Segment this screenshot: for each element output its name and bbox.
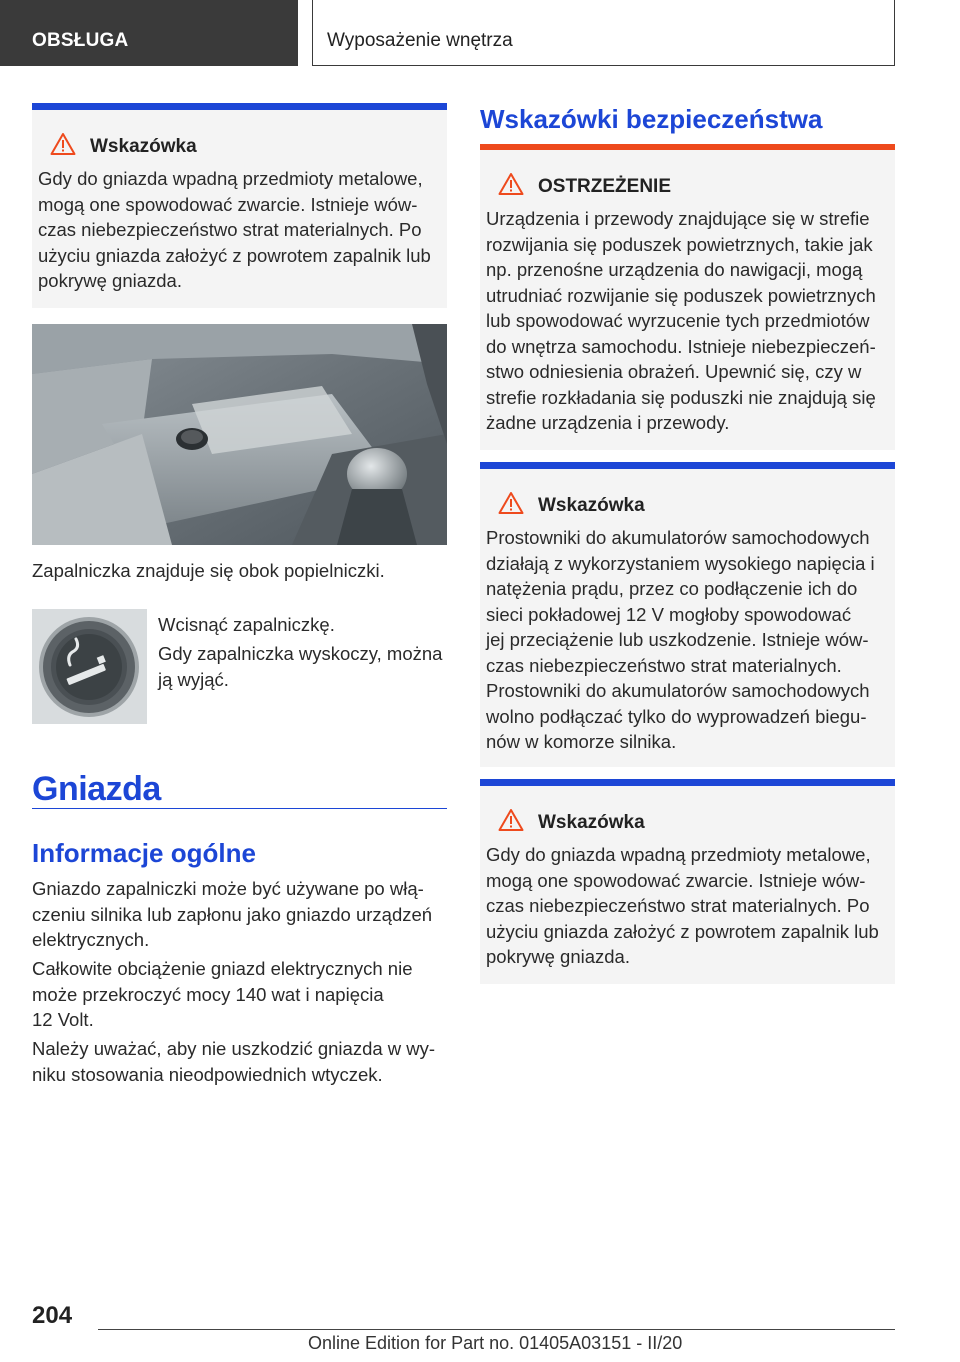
note-box-top	[32, 103, 447, 308]
paragraph-damage: Należy uważać, aby nie uszkodzić gniazda w wy- niku stosowania nieodpowiednich wtyczek.	[32, 1038, 436, 1085]
warning-text: Urządzenia i przewody znajdujące się w strefie rozwijania się poduszek powietrznych, takie jak np. przenośne urządzenia do nawigacji, mogą utrudniać rozwijanie się poduszek powietrznych lub spowodować wyrzucenie tych przedmiotów do wnętrza samochodu. Istnieje niebezpieczeń- stwo odniesienia obrażeń. Upewnić się, czy w strefie rozkładania się poduszki nie znajdują się żadne urządzenia i przewody.	[486, 208, 876, 433]
note-title: Wskazówka	[538, 495, 645, 516]
warning-triangle-icon	[50, 132, 76, 156]
note-text: Prostowniki do akumulatorów samochodowych działają z wykorzystaniem wysokiego napięcia i natężenia prądu, przez co podłączenie ich do sieci pokładowej 12 V mogłoby spowodować jej przeciążenie lub uszkodzenie. Istnieje wów- czas niebezpieczeństwo strat materialnych. Prostowniki do akumulatorów samochodowych wolno podłączać tylko do wyprowadzeń biegu- nów w komorze silnika.	[486, 527, 875, 752]
section-title-safety: Wskazówki bezpieczeństwa	[480, 104, 823, 134]
warning-triangle-icon	[498, 172, 524, 196]
step-press-lighter: Wcisnąć zapalniczkę.	[158, 614, 335, 635]
subsection-title-general: Informacje ogólne	[32, 838, 256, 868]
paragraph-load: Całkowite obciążenie gniazd elektrycznych nie może przekroczyć mocy 140 wat i napięcia 12 Volt.	[32, 958, 413, 1030]
photo-caption: Zapalniczka znajduje się obok popielniczki.	[32, 560, 385, 581]
warning-title: OSTRZEŻENIE	[538, 176, 672, 197]
note-box-chargers	[480, 462, 895, 767]
page-header	[0, 0, 960, 66]
console-photo	[32, 324, 447, 545]
footer-rule	[98, 1329, 895, 1330]
lighter-photo	[32, 609, 147, 724]
paragraph-usage: Gniazdo zapalniczki może być używane po włą- czeniu silnika lub zapłonu jako gniazdo urządzeń elektrycznych.	[32, 878, 433, 950]
section-title-sockets: Gniazda	[32, 770, 161, 808]
page-number: 204	[32, 1302, 73, 1329]
note-text: Gdy do gniazda wpadną przedmioty metalowe, mogą one spowodować zwarcie. Istnieje wów- czas niebezpieczeństwo strat materialnych. Po użyciu gniazda założyć z powrotem zapalnik lub pokrywę gniazda.	[486, 844, 879, 967]
section-rule	[32, 808, 447, 809]
note-title: Wskazówka	[538, 812, 645, 833]
note-text: Gdy do gniazda wpadną przedmioty metalowe, mogą one spowodować zwarcie. Istnieje wów- czas niebezpieczeństwo strat materialnych. Po użyciu gniazda założyć z powrotem zapalnik lub pokrywę gniazda.	[38, 168, 431, 291]
note-title: Wskazówka	[90, 136, 197, 157]
step-remove-lighter: Gdy zapalniczka wyskoczy, można ją wyjąć.	[158, 643, 443, 690]
header-chapter-label: Wyposażenie wnętrza	[312, 0, 895, 66]
note-box-bottom	[480, 779, 895, 984]
header-section-label: OBSŁUGA	[0, 0, 298, 66]
warning-triangle-icon	[498, 808, 524, 832]
warning-box	[480, 150, 895, 450]
edition-label: Online Edition for Part no. 01405A03151 - II/20	[308, 1333, 683, 1353]
warning-triangle-icon	[498, 491, 524, 515]
